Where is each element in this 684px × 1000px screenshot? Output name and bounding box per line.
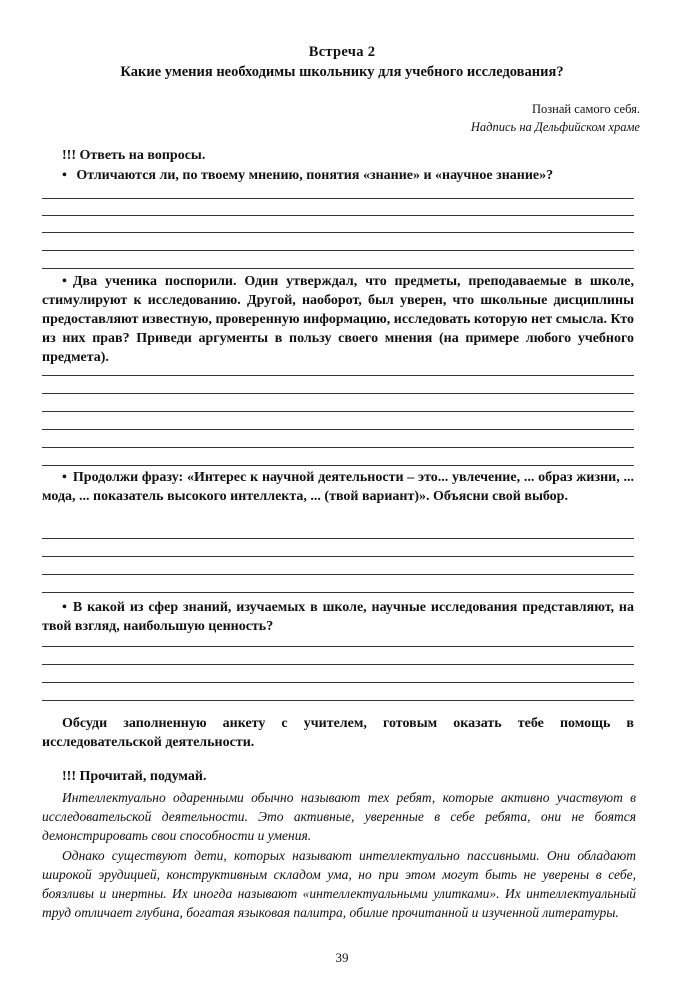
answer-line[interactable] xyxy=(42,465,634,466)
answer-line[interactable] xyxy=(42,198,634,199)
answer-line[interactable] xyxy=(42,268,634,269)
question-4 xyxy=(42,598,634,636)
section-heading-read: !!! Прочитай, подумай. xyxy=(62,769,207,784)
bullet-icon: • xyxy=(62,600,67,615)
answer-line[interactable] xyxy=(42,556,634,557)
reading-paragraph-1: Интеллектуально одаренными обычно называют тех ребят, которые активно участвуют в исследовательской деятельности. Это активные, уверенные в себе ребята, они не боятся демонстрировать свои способности и умения. xyxy=(42,790,636,843)
answer-line[interactable] xyxy=(42,664,634,665)
answer-line[interactable] xyxy=(42,429,634,430)
answer-line[interactable] xyxy=(42,700,634,701)
answer-line[interactable] xyxy=(42,411,634,412)
bullet-icon: • xyxy=(62,168,67,183)
question-3 xyxy=(42,468,634,506)
page-number: 39 xyxy=(335,950,349,965)
answer-line[interactable] xyxy=(42,250,634,251)
epigraph-quote: Познай самого себя. xyxy=(531,102,640,116)
answer-line[interactable] xyxy=(42,393,634,394)
reading-paragraph-2: Однако существуют дети, которых называют интеллектуально пассивными. Они обладают широкой эрудицией, конструктивным складом ума, но при этом могут быть не уверены в себе, боязливы и инертны. Их иногда называют «интеллектуальными улитками». Их интеллектуальный труд отличает глубина, богатая языковая палитра, обилие прочитанной и изученной литературы. xyxy=(42,848,636,920)
epigraph-source: Надпись на Дельфийском храме xyxy=(470,120,640,134)
question-2 xyxy=(42,272,634,367)
answer-line[interactable] xyxy=(42,447,634,448)
answer-line[interactable] xyxy=(42,215,634,216)
answer-line[interactable] xyxy=(42,646,634,647)
question-3-text: Продолжи фразу: «Интерес к научной деятельности – это... увлечение, ... образ жизни, ... мода, ... показатель высокого интеллекта, ... (твой вариант)». Объясни свой выбор. xyxy=(42,470,634,504)
epigraph xyxy=(471,100,640,136)
page-title: Встреча 2 xyxy=(308,44,376,60)
bullet-icon: • xyxy=(62,470,67,485)
answer-line[interactable] xyxy=(42,682,634,683)
answer-line[interactable] xyxy=(42,375,634,376)
page-subtitle: Какие умения необходимы школьнику для учебного исследования? xyxy=(120,64,564,80)
bullet-icon: • xyxy=(62,274,67,289)
answer-line[interactable] xyxy=(42,538,634,539)
discuss-instruction: Обсуди заполненную анкету с учителем, готовым оказать тебе помощь в исследовательской деятельности. xyxy=(42,716,634,750)
section-heading-answer: !!! Ответь на вопросы. xyxy=(62,148,206,163)
answer-line[interactable] xyxy=(42,592,634,593)
question-4-text: В какой из сфер знаний, изучаемых в школе, научные исследования представляют, на твой взгляд, наибольшую ценность? xyxy=(42,600,634,634)
question-2-text: Два ученика поспорили. Один утверждал, что предметы, преподаваемые в школе, стимулируют к исследованию. Другой, наоборот, был уверен, что школьные дисциплины предоставляют известную, проверенную информацию, исследовать которую нет смысла. Кто из них прав? Приведи аргументы в пользу своего мнения (на примере любого учебного предмета). xyxy=(42,274,634,365)
answer-line[interactable] xyxy=(42,574,634,575)
question-1-text: Отличаются ли, по твоему мнению, понятия «знание» и «научное знание»? xyxy=(76,168,554,183)
question-1 xyxy=(62,166,634,185)
answer-line[interactable] xyxy=(42,232,634,233)
